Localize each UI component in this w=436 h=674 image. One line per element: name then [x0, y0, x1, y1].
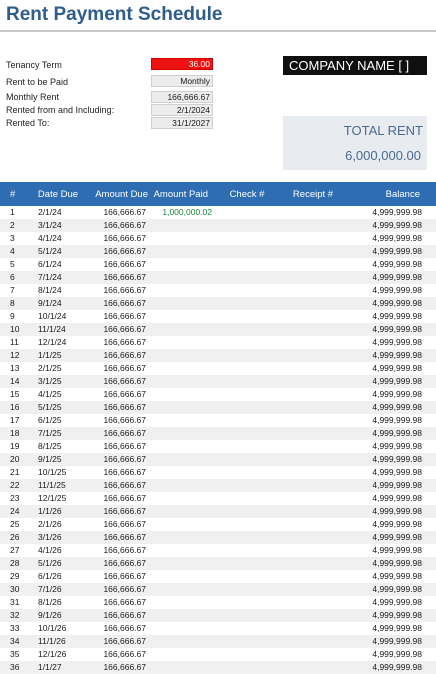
balance-cell[interactable]: 4,999,999.98 — [372, 467, 422, 477]
table-row — [0, 336, 436, 349]
amount-due-cell[interactable]: 166,666.67 — [103, 636, 146, 646]
rented-from-label: Rented from and Including: — [6, 105, 115, 115]
total-rent-label: TOTAL RENT — [343, 123, 423, 138]
amount-due-cell[interactable]: 166,666.67 — [103, 623, 146, 633]
header-amount-paid[interactable]: Amount Paid — [153, 188, 208, 200]
date-due-cell[interactable]: 11/1/26 — [38, 636, 66, 646]
date-due-cell[interactable]: 5/1/26 — [38, 558, 62, 568]
amount-due-cell[interactable]: 166,666.67 — [103, 454, 146, 464]
row-number-cell[interactable]: 12 — [10, 350, 20, 360]
table-row — [0, 258, 436, 271]
date-due-cell[interactable]: 2/1/26 — [38, 519, 62, 529]
date-due-cell[interactable]: 8/1/25 — [38, 441, 62, 451]
balance-cell[interactable]: 4,999,999.98 — [372, 246, 422, 256]
tenancy-term-label: Tenancy Term — [6, 60, 62, 70]
table-row — [0, 219, 436, 232]
date-due-cell[interactable]: 9/1/25 — [38, 454, 62, 464]
balance-cell[interactable]: 4,999,999.98 — [372, 363, 422, 373]
row-number-cell[interactable]: 24 — [10, 506, 20, 516]
balance-cell[interactable]: 4,999,999.98 — [372, 207, 422, 217]
balance-cell[interactable]: 4,999,999.98 — [372, 233, 422, 243]
balance-cell[interactable]: 4,999,999.98 — [372, 493, 422, 503]
balance-cell[interactable]: 4,999,999.98 — [372, 610, 422, 620]
row-number-cell[interactable]: 19 — [10, 441, 20, 451]
table-row — [0, 310, 436, 323]
row-number-cell[interactable]: 8 — [10, 298, 15, 308]
row-number-cell[interactable]: 30 — [10, 584, 20, 594]
balance-cell[interactable]: 4,999,999.98 — [372, 220, 422, 230]
amount-due-cell[interactable]: 166,666.67 — [103, 493, 146, 503]
balance-cell[interactable]: 4,999,999.98 — [372, 350, 422, 360]
amount-due-cell[interactable]: 166,666.67 — [103, 519, 146, 529]
balance-cell[interactable]: 4,999,999.98 — [372, 324, 422, 334]
amount-due-cell[interactable]: 166,666.67 — [103, 350, 146, 360]
date-due-cell[interactable]: 1/1/26 — [38, 506, 62, 516]
row-number-cell[interactable]: 26 — [10, 532, 20, 542]
row-number-cell[interactable]: 7 — [10, 285, 15, 295]
header-date-due[interactable]: Date Due — [37, 188, 79, 200]
amount-due-cell[interactable]: 166,666.67 — [103, 272, 146, 282]
table-row — [0, 609, 436, 622]
date-due-cell[interactable]: 4/1/25 — [38, 389, 62, 399]
header-check[interactable]: Check # — [229, 188, 265, 200]
amount-due-cell[interactable]: 166,666.67 — [103, 259, 146, 269]
table-row — [0, 544, 436, 557]
date-due-cell[interactable]: 9/1/26 — [38, 610, 62, 620]
table-body — [0, 206, 436, 674]
date-due-cell[interactable]: 12/1/26 — [38, 649, 67, 659]
row-number-cell[interactable]: 20 — [10, 454, 20, 464]
table-row — [0, 505, 436, 518]
table-row — [0, 518, 436, 531]
amount-due-cell[interactable]: 166,666.67 — [103, 246, 146, 256]
date-due-cell[interactable]: 8/1/24 — [38, 285, 62, 295]
row-number-cell[interactable]: 32 — [10, 610, 20, 620]
date-due-cell[interactable]: 4/1/24 — [38, 233, 62, 243]
amount-due-cell[interactable]: 166,666.67 — [103, 584, 146, 594]
table-row — [0, 388, 436, 401]
rented-to-cell[interactable]: 31/1/2027 — [151, 117, 213, 129]
date-due-cell[interactable]: 5/1/24 — [38, 246, 62, 256]
balance-cell[interactable]: 4,999,999.98 — [372, 636, 422, 646]
table-row — [0, 323, 436, 336]
total-rent-box — [283, 116, 427, 170]
date-due-cell[interactable]: 7/1/24 — [38, 272, 62, 282]
row-number-cell[interactable]: 31 — [10, 597, 20, 607]
table-header — [0, 182, 436, 206]
balance-cell[interactable]: 4,999,999.98 — [372, 597, 422, 607]
amount-due-cell[interactable]: 166,666.67 — [103, 506, 146, 516]
amount-due-cell[interactable]: 166,666.67 — [103, 428, 146, 438]
row-number-cell[interactable]: 23 — [10, 493, 20, 503]
amount-due-cell[interactable]: 166,666.67 — [103, 233, 146, 243]
balance-cell[interactable]: 4,999,999.98 — [372, 311, 422, 321]
amount-due-cell[interactable]: 166,666.67 — [103, 285, 146, 295]
date-due-cell[interactable]: 12/1/25 — [38, 493, 67, 503]
table-row — [0, 453, 436, 466]
monthly-rent-cell[interactable]: 166,666.67 — [151, 91, 213, 103]
date-due-cell[interactable]: 6/1/25 — [38, 415, 62, 425]
row-number-cell[interactable]: 13 — [10, 363, 20, 373]
table-row — [0, 375, 436, 388]
balance-cell[interactable]: 4,999,999.98 — [372, 441, 422, 451]
table-row — [0, 297, 436, 310]
title-divider — [0, 30, 436, 32]
date-due-cell[interactable]: 10/1/24 — [38, 311, 67, 321]
rent-to-be-paid-cell[interactable]: Monthly — [151, 75, 213, 87]
row-number-cell[interactable]: 28 — [10, 558, 20, 568]
balance-cell[interactable]: 4,999,999.98 — [372, 376, 422, 386]
balance-cell[interactable]: 4,999,999.98 — [372, 558, 422, 568]
amount-due-cell[interactable]: 166,666.67 — [103, 467, 146, 477]
amount-due-cell[interactable]: 166,666.67 — [103, 532, 146, 542]
row-number-cell[interactable]: 9 — [10, 311, 15, 321]
row-number-cell[interactable]: 11 — [10, 337, 19, 347]
row-number-cell[interactable]: 5 — [10, 259, 15, 269]
table-row — [0, 271, 436, 284]
table-row — [0, 479, 436, 492]
table-row — [0, 440, 436, 453]
row-number-cell[interactable]: 2 — [10, 220, 15, 230]
row-number-cell[interactable]: 14 — [10, 376, 20, 386]
date-due-cell[interactable]: 3/1/24 — [38, 220, 62, 230]
table-row — [0, 284, 436, 297]
date-due-cell[interactable]: 9/1/24 — [38, 298, 62, 308]
row-number-cell[interactable]: 36 — [10, 662, 20, 672]
amount-due-cell[interactable]: 166,666.67 — [103, 480, 146, 490]
total-rent-value: 6,000,000.00 — [345, 148, 421, 163]
amount-due-cell[interactable]: 166,666.67 — [103, 311, 146, 321]
row-number-cell[interactable]: 4 — [10, 246, 15, 256]
balance-cell[interactable]: 4,999,999.98 — [372, 519, 422, 529]
row-number-cell[interactable]: 3 — [10, 233, 15, 243]
row-number-cell[interactable]: 25 — [10, 519, 20, 529]
amount-due-cell[interactable]: 166,666.67 — [103, 402, 146, 412]
table-row — [0, 622, 436, 635]
date-due-cell[interactable]: 2/1/25 — [38, 363, 62, 373]
balance-cell[interactable]: 4,999,999.98 — [372, 584, 422, 594]
table-row — [0, 570, 436, 583]
balance-cell[interactable]: 4,999,999.98 — [372, 649, 422, 659]
date-due-cell[interactable]: 10/1/25 — [38, 467, 67, 477]
table-row — [0, 414, 436, 427]
table-row — [0, 245, 436, 258]
table-row — [0, 401, 436, 414]
row-number-cell[interactable]: 15 — [10, 389, 20, 399]
row-number-cell[interactable]: 21 — [10, 467, 20, 477]
date-due-cell[interactable]: 2/1/24 — [38, 207, 62, 217]
balance-cell[interactable]: 4,999,999.98 — [372, 389, 422, 399]
tenancy-term-cell[interactable]: 36.00 — [151, 58, 213, 70]
date-due-cell[interactable]: 12/1/24 — [38, 337, 67, 347]
row-number-cell[interactable]: 16 — [10, 402, 20, 412]
amount-due-cell[interactable]: 166,666.67 — [103, 610, 146, 620]
table-row — [0, 583, 436, 596]
amount-due-cell[interactable]: 166,666.67 — [103, 571, 146, 581]
table-row — [0, 427, 436, 440]
row-number-cell[interactable]: 18 — [10, 428, 20, 438]
amount-due-cell[interactable]: 166,666.67 — [103, 649, 146, 659]
header-amount-due[interactable]: Amount Due — [95, 188, 148, 200]
balance-cell[interactable]: 4,999,999.98 — [372, 571, 422, 581]
row-number-cell[interactable]: 27 — [10, 545, 20, 555]
amount-due-cell[interactable]: 166,666.67 — [103, 415, 146, 425]
date-due-cell[interactable]: 5/1/25 — [38, 402, 62, 412]
balance-cell[interactable]: 4,999,999.98 — [372, 428, 422, 438]
table-row — [0, 349, 436, 362]
row-number-cell[interactable]: 34 — [10, 636, 20, 646]
table-row — [0, 232, 436, 245]
date-due-cell[interactable]: 8/1/26 — [38, 597, 62, 607]
table-row — [0, 596, 436, 609]
amount-due-cell[interactable]: 166,666.67 — [103, 558, 146, 568]
rent-to-be-paid-label: Rent to be Paid — [6, 77, 69, 87]
row-number-cell[interactable]: 33 — [10, 623, 20, 633]
amount-due-cell[interactable]: 166,666.67 — [103, 597, 146, 607]
date-due-cell[interactable]: 1/1/27 — [38, 662, 62, 672]
row-number-cell[interactable]: 22 — [10, 480, 20, 490]
date-due-cell[interactable]: 7/1/25 — [38, 428, 62, 438]
rented-to-label: Rented To: — [6, 118, 50, 128]
amount-due-cell[interactable]: 166,666.67 — [103, 298, 146, 308]
balance-cell[interactable]: 4,999,999.98 — [372, 506, 422, 516]
amount-due-cell[interactable]: 166,666.67 — [103, 220, 146, 230]
table-row — [0, 635, 436, 648]
monthly-rent-label: Monthly Rent — [6, 92, 60, 102]
date-due-cell[interactable]: 3/1/25 — [38, 376, 62, 386]
date-due-cell[interactable]: 11/1/24 — [38, 324, 66, 334]
table-row — [0, 492, 436, 505]
balance-cell[interactable]: 4,999,999.98 — [372, 285, 422, 295]
balance-cell[interactable]: 4,999,999.98 — [372, 545, 422, 555]
company-name-cell[interactable]: COMPANY NAME [ ] — [283, 56, 427, 75]
balance-cell[interactable]: 4,999,999.98 — [372, 259, 422, 269]
balance-cell[interactable]: 4,999,999.98 — [372, 454, 422, 464]
row-number-cell[interactable]: 10 — [10, 324, 20, 334]
amount-due-cell[interactable]: 166,666.67 — [103, 207, 146, 217]
header-receipt[interactable]: Receipt # — [292, 188, 334, 200]
date-due-cell[interactable]: 6/1/24 — [38, 259, 62, 269]
amount-due-cell[interactable]: 166,666.67 — [103, 662, 146, 672]
balance-cell[interactable]: 4,999,999.98 — [372, 623, 422, 633]
table-row — [0, 648, 436, 661]
amount-paid-cell[interactable]: 1,000,000.02 — [162, 207, 212, 217]
balance-cell[interactable]: 4,999,999.98 — [372, 532, 422, 542]
table-row — [0, 661, 436, 674]
date-due-cell[interactable]: 1/1/25 — [38, 350, 62, 360]
amount-due-cell[interactable]: 166,666.67 — [103, 324, 146, 334]
balance-cell[interactable]: 4,999,999.98 — [372, 272, 422, 282]
date-due-cell[interactable]: 10/1/26 — [38, 623, 67, 633]
table-row — [0, 362, 436, 375]
balance-cell[interactable]: 4,999,999.98 — [372, 415, 422, 425]
date-due-cell[interactable]: 11/1/25 — [38, 480, 66, 490]
amount-due-cell[interactable]: 166,666.67 — [103, 337, 146, 347]
balance-cell[interactable]: 4,999,999.98 — [372, 337, 422, 347]
date-due-cell[interactable]: 6/1/26 — [38, 571, 62, 581]
payment-table — [0, 182, 436, 674]
page-title: Rent Payment Schedule — [6, 4, 223, 25]
amount-due-cell[interactable]: 166,666.67 — [103, 376, 146, 386]
header-number[interactable]: # — [10, 188, 16, 200]
table-row — [0, 557, 436, 570]
rented-from-cell[interactable]: 2/1/2024 — [151, 104, 213, 116]
amount-due-cell[interactable]: 166,666.67 — [103, 363, 146, 373]
table-row — [0, 206, 436, 219]
table-row — [0, 466, 436, 479]
date-due-cell[interactable]: 4/1/26 — [38, 545, 62, 555]
row-number-cell[interactable]: 35 — [10, 649, 20, 659]
balance-cell[interactable]: 4,999,999.98 — [372, 480, 422, 490]
row-number-cell[interactable]: 6 — [10, 272, 15, 282]
balance-cell[interactable]: 4,999,999.98 — [372, 402, 422, 412]
balance-cell[interactable]: 4,999,999.98 — [372, 298, 422, 308]
amount-due-cell[interactable]: 166,666.67 — [103, 545, 146, 555]
date-due-cell[interactable]: 7/1/26 — [38, 584, 62, 594]
date-due-cell[interactable]: 3/1/26 — [38, 532, 62, 542]
header-balance[interactable]: Balance — [385, 188, 420, 200]
row-number-cell[interactable]: 29 — [10, 571, 20, 581]
amount-due-cell[interactable]: 166,666.67 — [103, 441, 146, 451]
table-row — [0, 531, 436, 544]
balance-cell[interactable]: 4,999,999.98 — [372, 662, 422, 672]
amount-due-cell[interactable]: 166,666.67 — [103, 389, 146, 399]
row-number-cell[interactable]: 17 — [10, 415, 20, 425]
row-number-cell[interactable]: 1 — [10, 207, 15, 217]
